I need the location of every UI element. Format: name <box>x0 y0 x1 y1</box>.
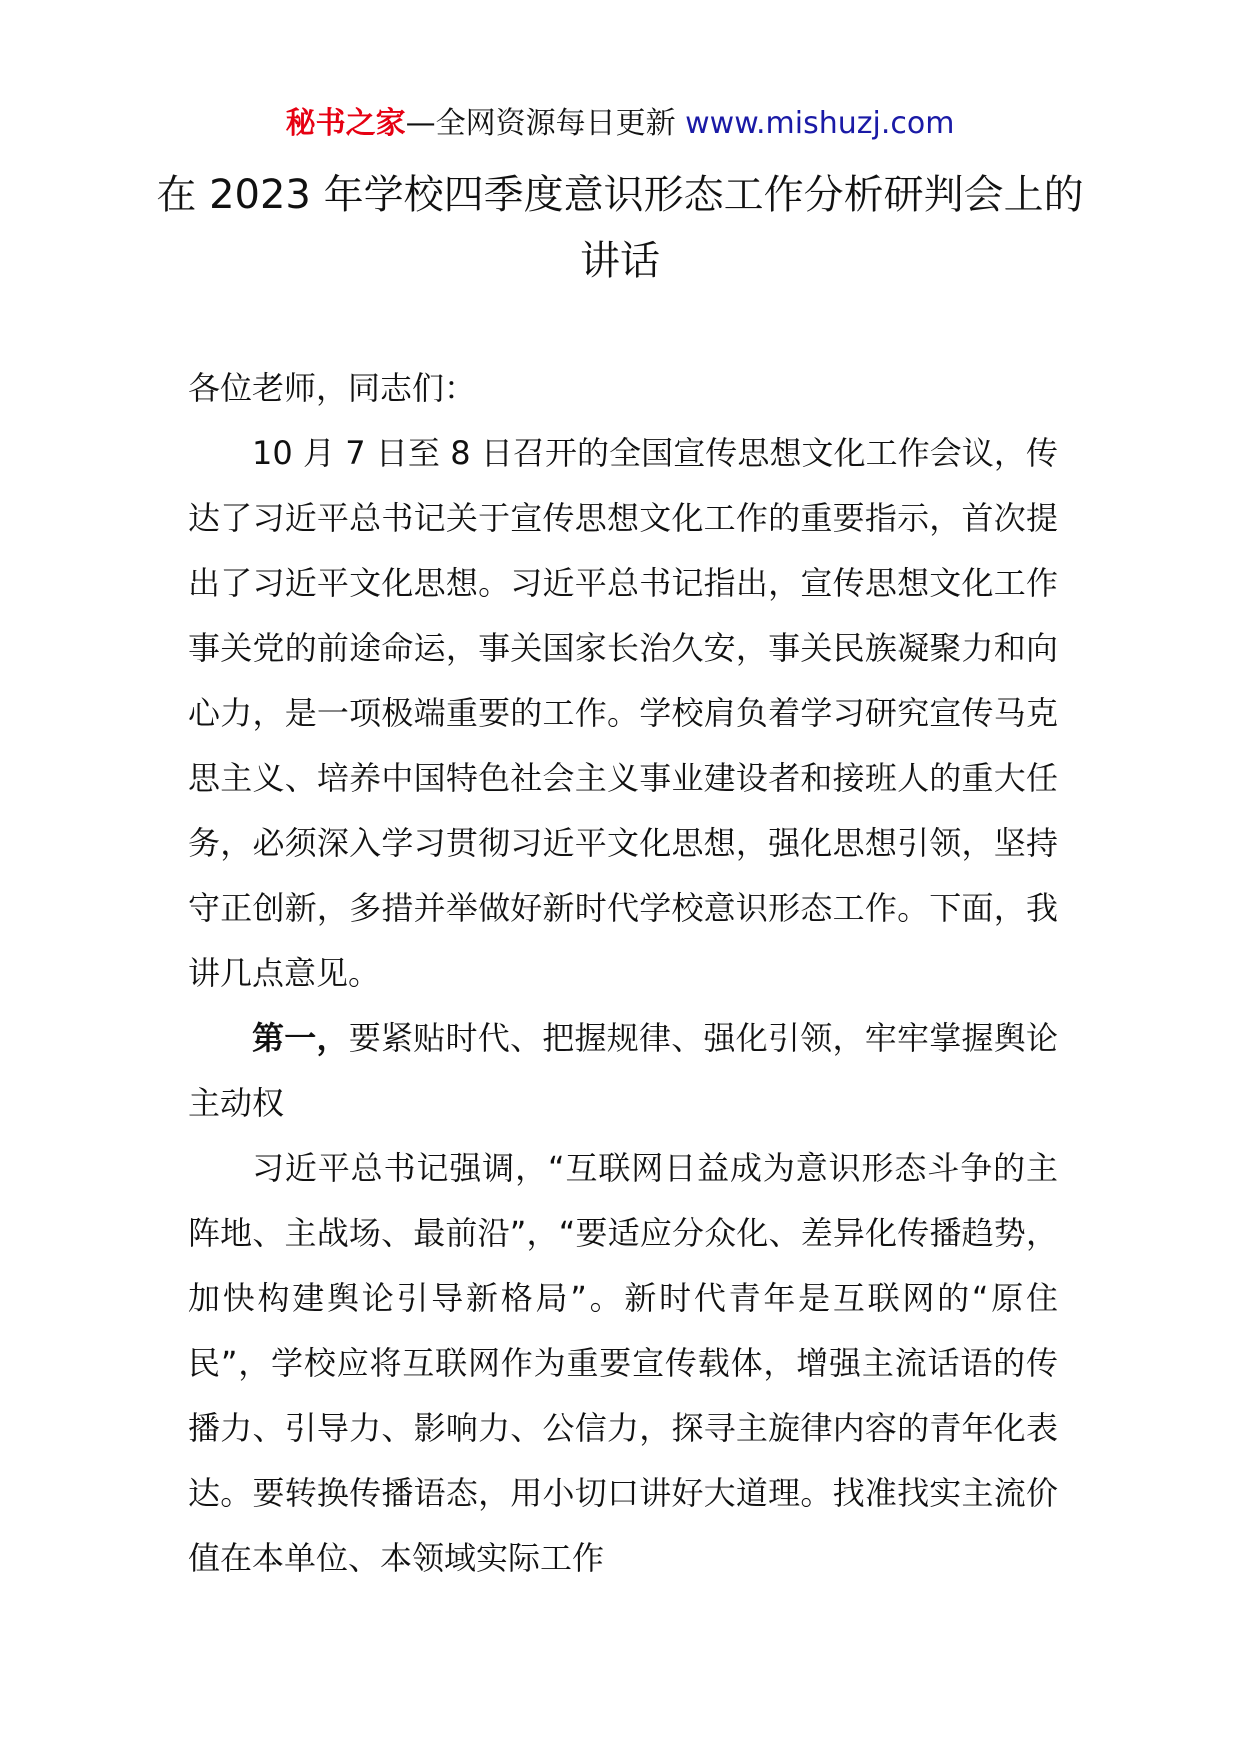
site-url-link[interactable]: www.mishuzj.com <box>685 106 955 141</box>
site-brand: 秘书之家 <box>285 106 406 141</box>
section-heading-text: 要紧贴时代、把握规律、强化引领，牢牢掌握舆论主动权 <box>188 1019 1058 1122</box>
section-heading-lead: 第一， <box>252 1019 349 1057</box>
section-heading-1 <box>188 1006 1058 1136</box>
paragraph-intro: 10 月 7 日至 8 日召开的全国宣传思想文化工作会议，传达了习近平总书记关于宣传思想文化工作的重要指示，首次提出了习近平文化思想。习近平总书记指出，宣传思想文化工作事关党的前途命运，事关国家长治久安，事关民族凝聚力和向心力，是一项极端重要的工作。学校肩负着学习研究宣传马克思主义、培养中国特色社会主义事业建设者和接班人的重大任务，必须深入学习贯彻习近平文化思想，强化思想引领，坚持守正创新，多措并举做好新时代学校意识形态工作。下面，我讲几点意见。 <box>188 434 1058 992</box>
document-body <box>188 356 1058 1591</box>
site-tagline: —全网资源每日更新 <box>405 106 686 141</box>
site-header <box>0 102 1240 146</box>
paragraph-section-1: 习近平总书记强调，“互联网日益成为意识形态斗争的主阵地、主战场、最前沿”，“要适应分众化、差异化传播趋势，加快构建舆论引导新格局”。新时代青年是互联网的“原住民”，学校应将互联网作为重要宣传载体，增强主流话语的传播力、引导力、影响力、公信力，探寻主旋律内容的青年化表达。要转换传播语态，用小切口讲好大道理。找准找实主流价值在本单位、本领域实际工作 <box>188 1149 1058 1577</box>
salutation: 各位老师，同志们： <box>188 369 477 407</box>
document-title: 在 2023 年学校四季度意识形态工作分析研判会上的讲话 <box>156 172 1084 284</box>
